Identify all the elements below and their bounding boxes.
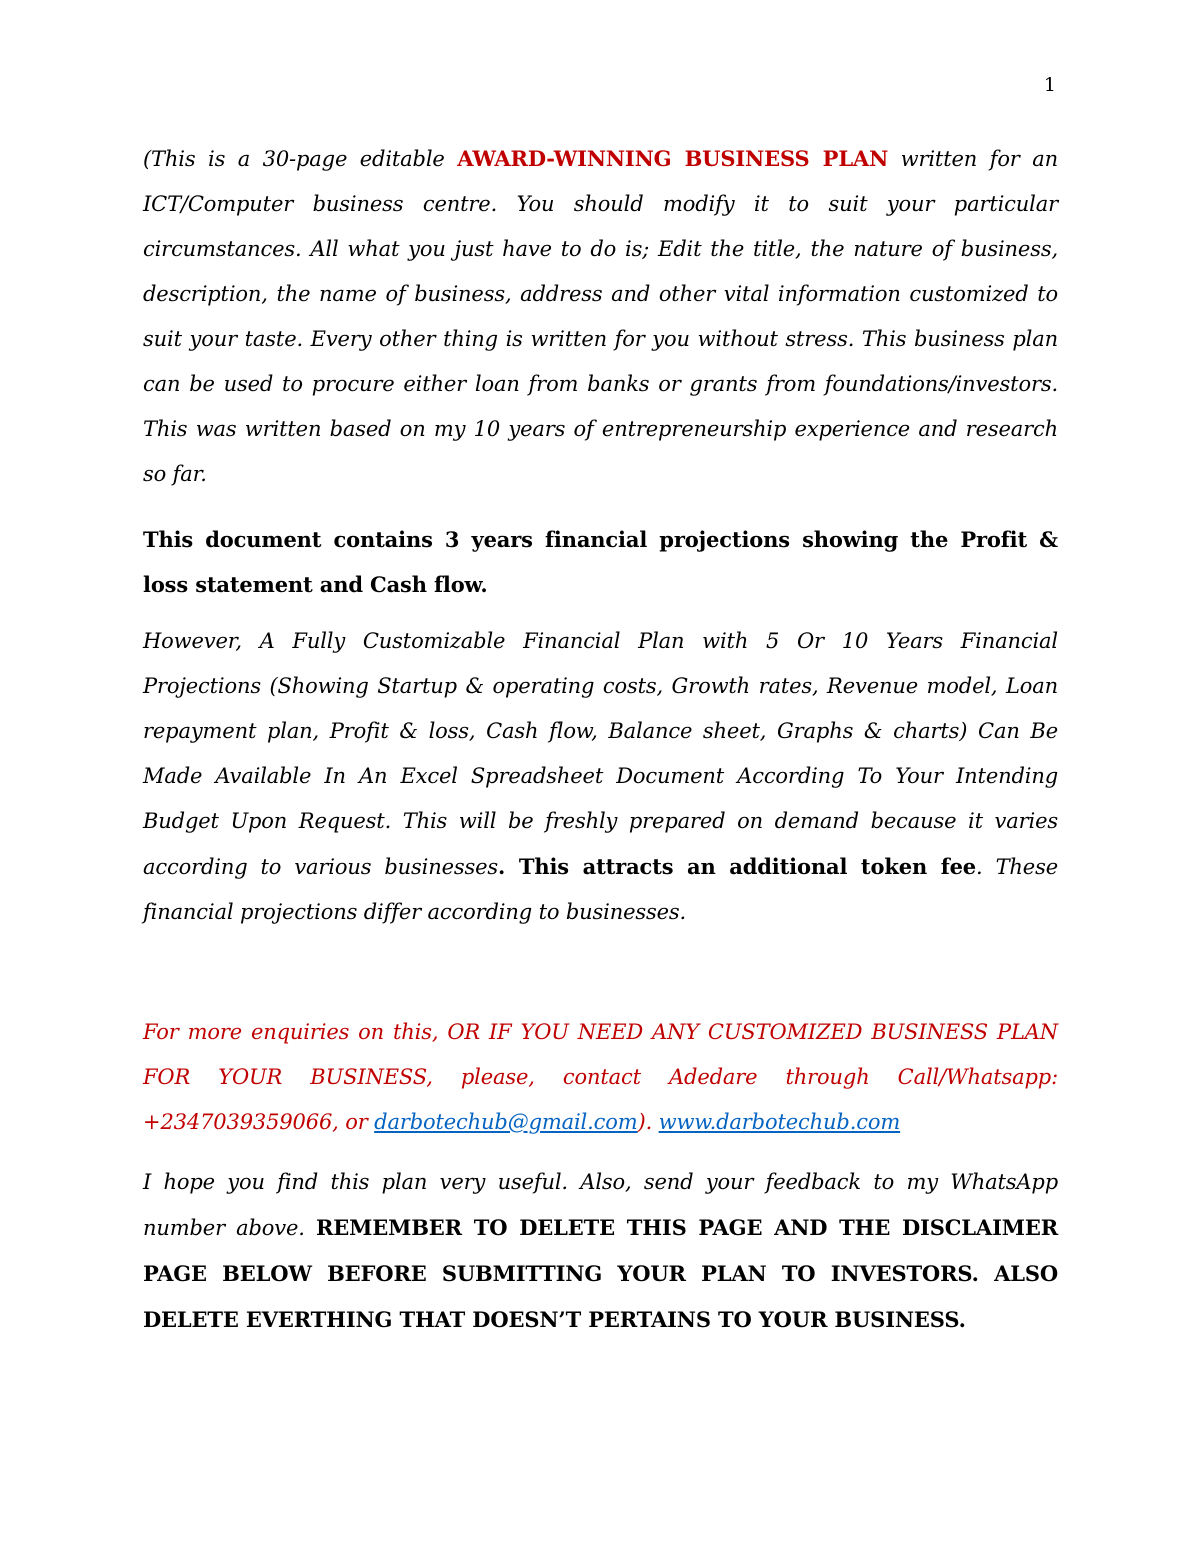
however-text-end: . These financial projections differ according to businesses. bbox=[143, 855, 1058, 924]
custom-financial-plan-paragraph bbox=[143, 619, 1058, 935]
delete-page-reminder: REMEMBER TO DELETE THIS PAGE AND THE DISCLAIMER PAGE BELOW BEFORE SUBMITTING YOUR PLAN TO INVESTORS. ALSO DELETE EVERTHING THAT DOESN’T PERTAINS TO YOUR BUSINESS. bbox=[143, 1215, 1058, 1332]
enquiries-separator: ). bbox=[637, 1110, 659, 1134]
intro-paragraph bbox=[143, 136, 1058, 497]
email-link[interactable]: darbotechub@gmail.com bbox=[374, 1110, 638, 1134]
feedback-text: I hope you find this plan very useful. Also, send your feedback to my WhatsApp number above. bbox=[143, 1170, 1058, 1240]
page-number: 1 bbox=[1043, 74, 1056, 96]
award-winning-highlight: AWARD-WINNING BUSINESS PLAN bbox=[457, 146, 889, 171]
token-fee-note: . This attracts an additional token fee bbox=[498, 854, 977, 879]
intro-text-rest: written for an ICT/Computer business centre. You should modify it to suit your particular circumstances. All what you just have to do is; Edit the title, the nature of business, description, the name of business, address and other vital information customized to suit your taste. Every other thing is written for you without stress. This business plan can be used to procure either loan from banks or grants from foundations/investors. This was written based on my 10 years of entrepreneurship experience and research so far. bbox=[143, 147, 1058, 486]
intro-text-start: (This is a 30-page editable bbox=[143, 147, 458, 171]
enquiries-paragraph bbox=[143, 1010, 1058, 1145]
website-link[interactable]: www.darbotechub.com bbox=[658, 1110, 901, 1134]
financial-projections-note: This document contains 3 years financial projections showing the Profit & loss statement and Cash flow. bbox=[143, 527, 1058, 597]
feedback-paragraph bbox=[143, 1160, 1058, 1343]
enquiries-text: For more enquiries on this, OR IF YOU NEED ANY CUSTOMIZED BUSINESS PLAN FOR YOUR BUSINESS, please, contact Adedare through Call/Whatsapp: +2347039359066, or bbox=[143, 1020, 1058, 1134]
document-body bbox=[143, 136, 1058, 1343]
however-text-start: However, A Fully Customizable Financial Plan with 5 Or 10 Years Financial Projections (Showing Startup & operating costs, Growth rates, Revenue model, Loan repayment plan, Profit & loss, Cash flow, Balance sheet, Graphs & charts) Can Be Made Available In An Excel Spreadsheet Document According To Your Intending Budget Upon Request. This will be freshly prepared on demand because it varies according to various businesses bbox=[143, 629, 1058, 879]
